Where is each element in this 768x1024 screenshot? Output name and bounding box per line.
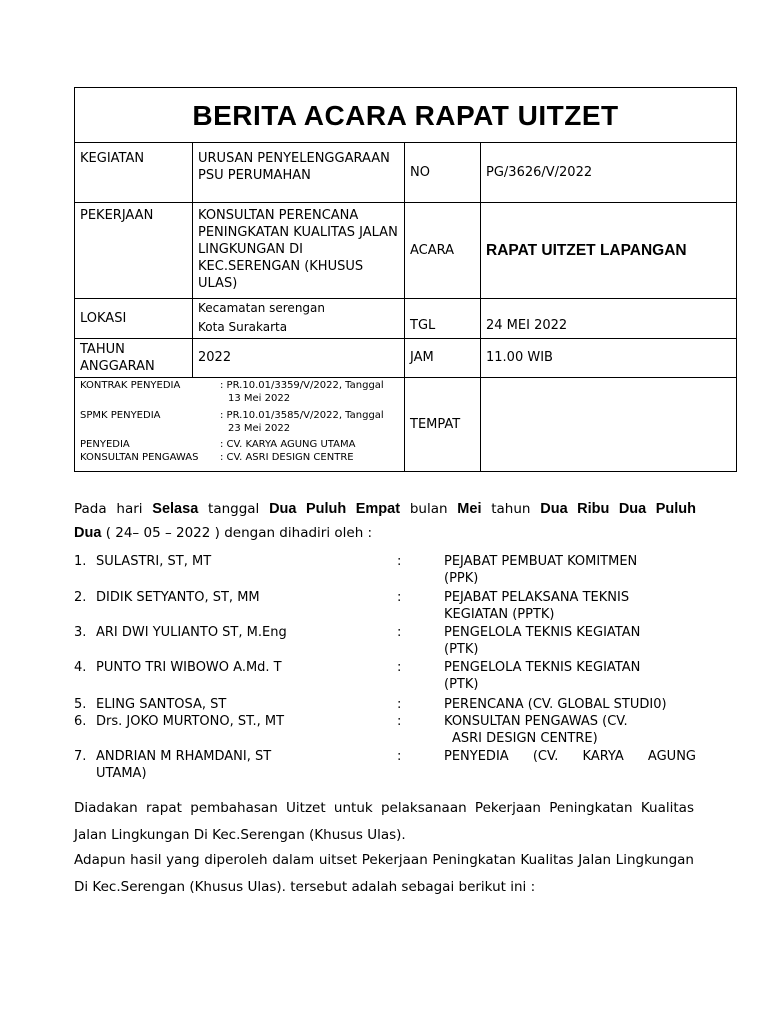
intro-line-1 bbox=[74, 497, 696, 521]
lokasi-line-2: Kota Surakarta bbox=[198, 320, 288, 335]
attendee-number: 7. bbox=[74, 749, 87, 764]
attendee-role bbox=[444, 553, 696, 587]
lokasi-label: LOKASI bbox=[75, 298, 193, 338]
tempat-value bbox=[481, 377, 737, 471]
attendee-name: PUNTO TRI WIBOWO A.Md. T bbox=[96, 660, 282, 675]
attendee-role bbox=[444, 659, 696, 693]
attendee-name: DIDIK SETYANTO, ST, MM bbox=[96, 590, 260, 605]
tempat-label: TEMPAT bbox=[405, 377, 481, 471]
attendee-number: 4. bbox=[74, 660, 87, 675]
attendee-role-line: (PPK) bbox=[444, 571, 479, 586]
kontrak-value: : PR.10.01/3359/V/2022, Tanggal bbox=[220, 379, 384, 391]
attendee-role-line: PENGELOLA TEKNIS KEGIATAN bbox=[444, 625, 641, 640]
attendee-name: ELING SANTOSA, ST bbox=[96, 697, 227, 712]
intro-day: Selasa bbox=[152, 501, 199, 517]
spmk-date: 23 Mei 2022 bbox=[228, 422, 291, 434]
attendee-number: 1. bbox=[74, 554, 87, 569]
attendee-number: 6. bbox=[74, 714, 87, 729]
attendee-role bbox=[444, 589, 696, 623]
intro-text: tahun bbox=[481, 501, 541, 517]
intro-text: bulan bbox=[400, 501, 458, 517]
attendee-colon: : bbox=[397, 590, 402, 605]
intro-line-2 bbox=[74, 521, 696, 545]
attendee-name bbox=[96, 748, 396, 782]
tahun-anggaran-label: TAHUN ANGGARAN bbox=[75, 338, 193, 377]
attendee-role bbox=[444, 696, 696, 713]
contract-info bbox=[75, 377, 405, 471]
intro-text: Pada hari bbox=[74, 501, 153, 517]
attendee-role-line: (PTK) bbox=[444, 642, 479, 657]
attendee-role-line: PEJABAT PELAKSANA TEKNIS bbox=[444, 590, 630, 605]
paragraph-uitzet-results: Adapun hasil yang diperoleh dalam uitset Pekerjaan Peningkatan Kualitas Jalan Lingkungan Di Kec.Serengan (Khusus Ulas). tersebut adalah sebagai berikut ini : bbox=[74, 852, 694, 895]
intro-text: ( 24– 05 – 2022 ) dengan dihadiri oleh : bbox=[101, 525, 373, 541]
attendee-colon: : bbox=[397, 714, 402, 729]
intro-month: Mei bbox=[457, 501, 482, 517]
jam-value: 11.00 WIB bbox=[481, 338, 737, 377]
attendee-name: Drs. JOKO MURTONO, ST., MT bbox=[96, 714, 285, 729]
no-label: NO bbox=[405, 143, 481, 203]
attendee-colon: : bbox=[397, 554, 402, 569]
tgl-label: TGL bbox=[405, 298, 481, 338]
attendee-colon: : bbox=[397, 660, 402, 675]
attendee-colon: : bbox=[397, 625, 402, 640]
header-table bbox=[74, 87, 737, 472]
attendee-role: PENYEDIA (CV. KARYA AGUNG bbox=[444, 749, 696, 764]
attendee-colon: : bbox=[397, 749, 402, 764]
konsultan-label: KONSULTAN PENGAWAS bbox=[80, 451, 199, 463]
attendee-name: ARI DWI YULIANTO ST, M.Eng bbox=[96, 625, 287, 640]
pekerjaan-label: PEKERJAAN bbox=[75, 203, 193, 298]
pekerjaan-value: KONSULTAN PERENCANA PENINGKATAN KUALITAS JALAN LINGKUNGAN DI KEC.SERENGAN (KHUSUS ULAS) bbox=[193, 203, 405, 298]
konsultan-value: : CV. ASRI DESIGN CENTRE bbox=[220, 451, 354, 463]
jam-label: JAM bbox=[405, 338, 481, 377]
tahun-anggaran-value: 2022 bbox=[193, 338, 405, 377]
attendee-role-line: ASRI DESIGN CENTRE) bbox=[452, 731, 598, 746]
attendee-role-line: KEGIATAN (PPTK) bbox=[444, 607, 555, 622]
spmk-label: SPMK PENYEDIA bbox=[80, 409, 161, 421]
lokasi-value bbox=[193, 298, 405, 338]
attendee-role-line: KONSULTAN PENGAWAS (CV. bbox=[444, 714, 628, 729]
kegiatan-value: URUSAN PENYELENGGARAAN PSU PERUMAHAN bbox=[193, 143, 405, 203]
paragraph-uitzet-discussion: Diadakan rapat pembahasan Uitzet untuk pelaksanaan Pekerjaan Peningkatan Kualitas Jalan Lingkungan Di Kec.Serengan (Khusus Ulas). bbox=[74, 800, 694, 843]
document-title: BERITA ACARA RAPAT UITZET bbox=[75, 88, 737, 143]
kontrak-date: 13 Mei 2022 bbox=[228, 392, 291, 404]
acara-label: ACARA bbox=[405, 203, 481, 298]
attendee-number: 3. bbox=[74, 625, 87, 640]
penyedia-value: : CV. KARYA AGUNG UTAMA bbox=[220, 438, 356, 450]
intro-text: tanggal bbox=[198, 501, 270, 517]
attendee-name-line: UTAMA) bbox=[96, 766, 147, 781]
intro-paragraph bbox=[74, 497, 696, 545]
attendee-number: 5. bbox=[74, 697, 87, 712]
no-value: PG/3626/V/2022 bbox=[481, 143, 737, 203]
acara-value: RAPAT UITZET LAPANGAN bbox=[481, 203, 737, 298]
spmk-value: : PR.10.01/3585/V/2022, Tanggal bbox=[220, 409, 384, 421]
attendee-name: SULASTRI, ST, MT bbox=[96, 554, 212, 569]
attendee-number: 2. bbox=[74, 590, 87, 605]
attendee-name-line: ANDRIAN M RHAMDANI, ST bbox=[96, 749, 272, 764]
intro-year-words: Dua Ribu Dua Puluh bbox=[540, 501, 696, 517]
tgl-value: 24 MEI 2022 bbox=[481, 298, 737, 338]
lokasi-line-1: Kecamatan serengan bbox=[198, 301, 325, 316]
attendee-colon: : bbox=[397, 697, 402, 712]
intro-year-words-end: Dua bbox=[74, 525, 102, 541]
attendee-role bbox=[444, 713, 696, 747]
kontrak-label: KONTRAK PENYEDIA bbox=[80, 379, 181, 391]
intro-date-words: Dua Puluh Empat bbox=[269, 501, 401, 517]
kegiatan-label: KEGIATAN bbox=[75, 143, 193, 203]
attendee-role-line: (PTK) bbox=[444, 677, 479, 692]
attendee-role-line: PEJABAT PEMBUAT KOMITMEN bbox=[444, 554, 638, 569]
attendee-role bbox=[444, 624, 696, 658]
penyedia-label: PENYEDIA bbox=[80, 438, 130, 450]
attendee-role-line: PENGELOLA TEKNIS KEGIATAN bbox=[444, 660, 641, 675]
attendee-role-line: PERENCANA (CV. GLOBAL STUDI0) bbox=[444, 697, 667, 712]
